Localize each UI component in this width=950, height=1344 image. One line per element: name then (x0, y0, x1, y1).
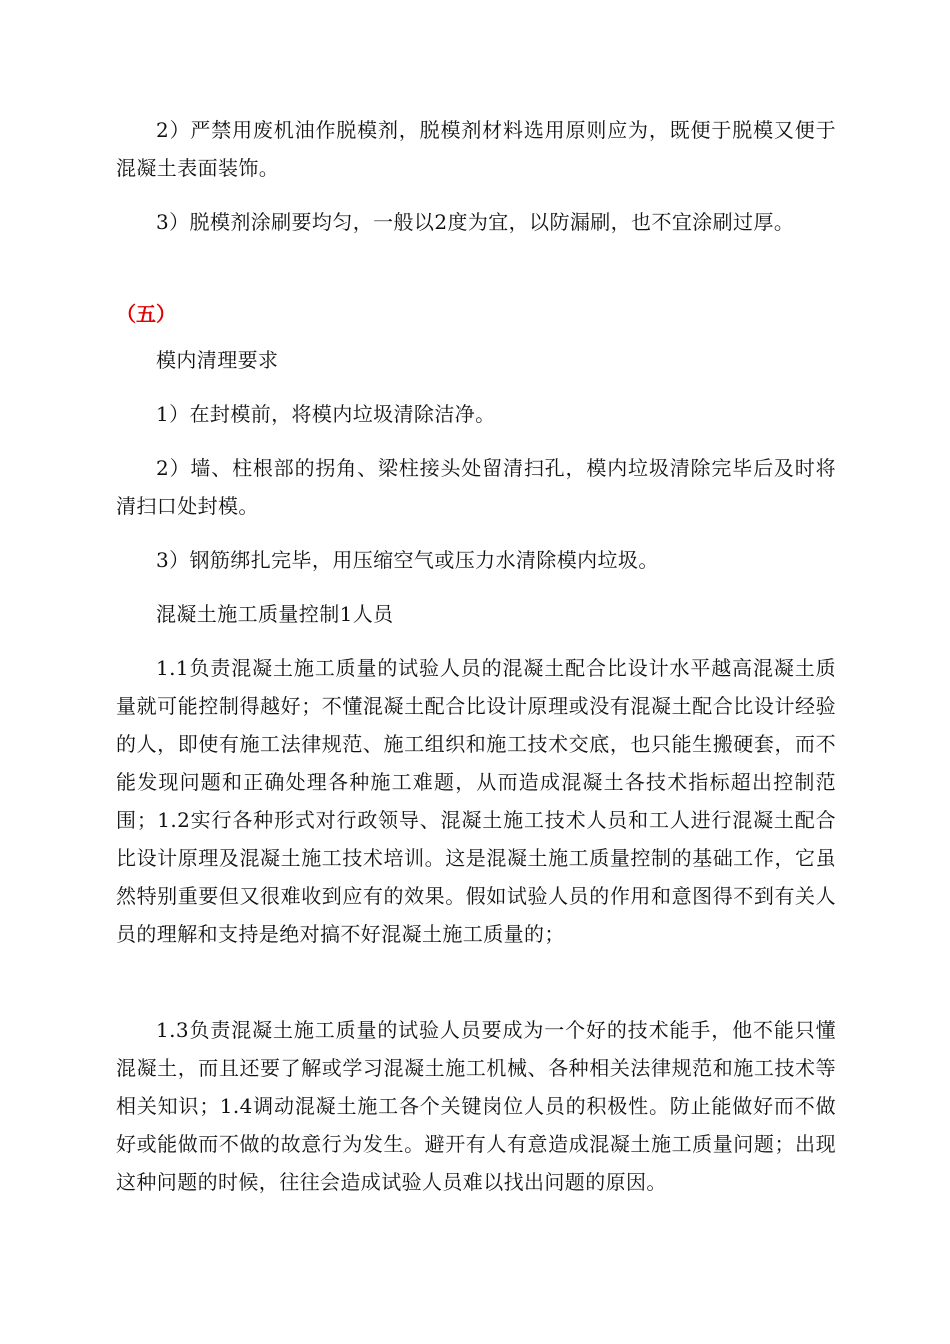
section-heading-five: （五） (116, 302, 176, 326)
paragraph-cleaning-step-1: 1）在封模前，将模内垃圾清除洁净。 (156, 402, 496, 426)
paragraph-cleaning-step-3: 3）钢筋绑扎完毕，用压缩空气或压力水清除模内垃圾。 (156, 548, 659, 572)
paragraph-release-agent-application: 3）脱模剂涂刷要均匀，一般以2度为宜，以防漏刷，也不宜涂刷过厚。 (156, 210, 795, 234)
paragraph-personnel-1-1-and-1-2: 1.1负责混凝土施工质量的试验人员的混凝土配合比设计水平越高混凝土质量就可能控制得越好；不懂混凝土配合比设计原理或没有混凝土配合比设计经验的人，即使有施工法律规范、施工组织和施工技术交底，也只能生搬硬套，而不能发现问题和正确处理各种施工难题，从而造成混凝土各技术指标超出控制范围；1.2实行各种形式对行政领导、混凝土施工技术人员和工人进行混凝土配合比设计原理及混凝土施工技术培训。这是混凝土施工质量控制的基础工作，它虽然特别重要但又很难收到应有的效果。假如试验人员的作用和意图得不到有关人员的理解和支持是绝对搞不好混凝土施工质量的； (116, 656, 836, 946)
paragraph-quality-control-personnel: 混凝土施工质量控制1人员 (156, 602, 394, 626)
paragraph-formwork-cleaning-title: 模内清理要求 (156, 348, 279, 372)
paragraph-personnel-1-3-and-1-4: 1.3负责混凝土施工质量的试验人员要成为一个好的技术能手，他不能只懂混凝土，而且还要了解或学习混凝土施工机械、各种相关法律规范和施工技术等相关知识；1.4调动混凝土施工各个关键岗位人员的积极性。防止能做好而不做好或能做而不做的故意行为发生。避开有人有意造成混凝土施工质量问题；出现这种问题的时候，往往会造成试验人员难以找出问题的原因。 (116, 1018, 836, 1194)
paragraph-release-agent-material: 2）严禁用废机油作脱模剂，脱模剂材料选用原则应为，既便于脱模又便于混凝土表面装饰。 (116, 118, 836, 180)
paragraph-cleaning-step-2: 2）墙、柱根部的拐角、梁柱接头处留清扫孔，模内垃圾清除完毕后及时将清扫口处封模。 (116, 456, 836, 518)
